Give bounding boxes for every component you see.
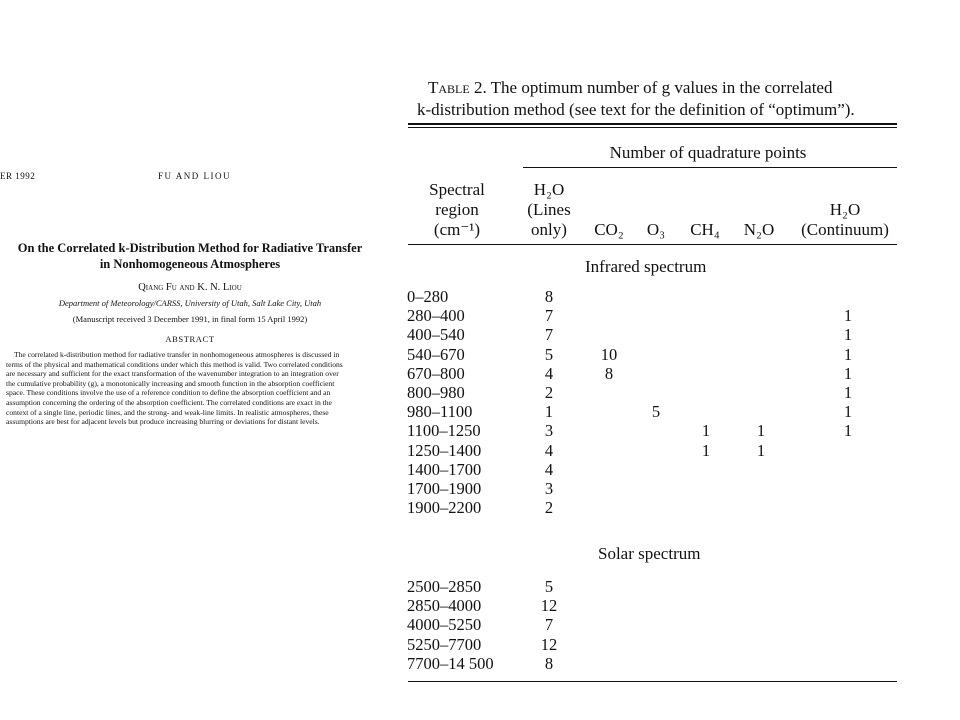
- table-caption-line-1: [428, 78, 832, 98]
- header-spectral-region: [417, 180, 497, 240]
- cell-h2o: 8: [544, 653, 554, 673]
- abstract-line: assumptions are best for adjacent levels but produce increasing blurring or deviations for distant levels.: [6, 417, 320, 427]
- cell-co2: 8: [604, 363, 614, 383]
- cell-spectral-region: 400–540: [407, 325, 465, 345]
- paper-title-line-2: in Nonhomogeneous Atmospheres: [99, 257, 281, 271]
- cell-h2o: 8: [544, 287, 554, 306]
- header-cont-line-2: (Continuum): [801, 220, 889, 239]
- cell-h2o: 12: [540, 596, 558, 616]
- cell-h2o: 4: [544, 440, 554, 460]
- cell-cont: 1: [843, 325, 853, 345]
- infrared-section-label: Infrared spectrum: [585, 257, 707, 276]
- abstract-heading: ABSTRACT: [165, 334, 215, 344]
- cell-h2o: 3: [544, 421, 554, 441]
- cell-h2o: 2: [544, 498, 554, 518]
- table-top-rule: [408, 123, 897, 125]
- cell-spectral-region: 280–400: [407, 306, 465, 326]
- header-co2: CO₂: [594, 220, 624, 239]
- table-caption-label: Table 2.: [428, 78, 487, 97]
- cell-h2o: 7: [544, 615, 554, 635]
- cell-spectral-region: 670–800: [407, 363, 465, 383]
- header-region-line-3: (cm⁻¹): [433, 220, 481, 239]
- header-rule: [408, 244, 897, 245]
- cell-ch4: 1: [701, 440, 711, 460]
- abstract-line: The correlated k-distribution method for radiative transfer in nonhomogeneous atmospheres is discussed in: [14, 350, 340, 359]
- header-h2o-line-3: only): [531, 220, 567, 239]
- cell-n2o: 1: [756, 440, 766, 460]
- cell-h2o: 7: [544, 325, 554, 345]
- cell-spectral-region: 1900–2200: [407, 498, 482, 518]
- paper-affiliation: Department of Meteorology/CARSS, University of Utah, Salt Lake City, Utah: [58, 298, 322, 308]
- cell-cont: 1: [843, 306, 853, 326]
- abstract-line: assumption concerning the ordering of the absorption coefficient. The correlated conditions are exact in the: [6, 398, 332, 407]
- cell-spectral-region: 800–980: [407, 383, 465, 402]
- cell-spectral-region: 4000–5250: [407, 615, 482, 635]
- header-h2o-continuum: [793, 200, 897, 240]
- spanner-rule: [523, 167, 897, 168]
- cell-h2o: 5: [544, 577, 554, 596]
- paper-manuscript-dates: (Manuscript received 3 December 1991, in final form 15 April 1992): [72, 314, 308, 324]
- cell-spectral-region: 540–670: [407, 344, 465, 364]
- header-region-line-2: region: [435, 200, 479, 219]
- abstract-line: context of a single line, periodic lines, and the strong- and weak-line limits. In realistic atmospheres, these: [6, 407, 329, 417]
- header-o3: O₃: [646, 220, 666, 239]
- paper-title-line-1: On the Correlated k-Distribution Method for Radiative Transfer: [17, 241, 363, 255]
- cell-h2o: 1: [544, 402, 554, 422]
- cell-h2o: 5: [544, 344, 554, 364]
- cell-spectral-region: 0–280: [407, 287, 449, 306]
- header-h2o-lines: [517, 180, 581, 240]
- header-n2o: N₂O: [743, 220, 775, 239]
- cell-spectral-region: 2850–4000: [407, 596, 482, 616]
- running-header-date: ER 1992: [0, 171, 36, 181]
- cell-ch4: 1: [701, 421, 711, 441]
- header-region-line-1: Spectral: [429, 180, 485, 199]
- cell-spectral-region: 5250–7700: [407, 634, 482, 654]
- cell-spectral-region: 1250–1400: [407, 440, 482, 460]
- cell-cont: 1: [843, 421, 853, 441]
- table-2: [405, 0, 905, 720]
- abstract-line: the cumulative probability (g), a monotonically increasing and smooth function in the absorption coefficient: [6, 378, 335, 388]
- header-cont-line-1: H₂O: [829, 200, 861, 219]
- cell-cont: 1: [843, 363, 853, 383]
- table-top-rule-thin: [408, 127, 897, 128]
- paper-header-clipping: [0, 0, 390, 720]
- table-caption-text: The optimum number of g values in the correlated: [490, 78, 833, 97]
- header-ch4: CH₄: [690, 220, 720, 239]
- cell-cont: 1: [843, 344, 853, 364]
- table-caption-line-2: k-distribution method (see text for the definition of “optimum”).: [417, 100, 855, 119]
- cell-spectral-region: 2500–2850: [407, 577, 482, 596]
- table-bottom-rule: [408, 681, 897, 682]
- quadrature-spanner-header: Number of quadrature points: [609, 143, 807, 162]
- cell-cont: 1: [843, 383, 853, 402]
- abstract-line: space. These conditions involve the use of a reference condition to define the absorption coefficient and an: [6, 388, 331, 398]
- cell-h2o: 4: [544, 459, 554, 479]
- cell-spectral-region: 7700–14 500: [407, 653, 494, 673]
- abstract-line: are necessary and sufficient for the exact transformation of the wavenumber integration to an integration over: [6, 369, 339, 379]
- cell-h2o: 2: [544, 383, 554, 402]
- cell-h2o: 7: [544, 306, 554, 326]
- header-h2o-line-1: H₂O: [533, 180, 565, 199]
- paper-authors: Qiang Fu and K. N. Liou: [138, 282, 242, 293]
- cell-cont: 1: [843, 402, 853, 422]
- cell-h2o: 12: [540, 634, 558, 654]
- cell-spectral-region: 1400–1700: [407, 459, 482, 479]
- cell-spectral-region: 1100–1250: [407, 421, 481, 441]
- cell-spectral-region: 1700–1900: [407, 479, 482, 498]
- cell-h2o: 3: [544, 479, 554, 498]
- cell-o3: 5: [651, 402, 661, 422]
- header-h2o-line-2: (Lines: [527, 200, 571, 219]
- cell-n2o: 1: [756, 421, 766, 441]
- cell-co2: 10: [600, 344, 618, 364]
- abstract-line: terms of the physical and mathematical conditions under which this method is valid. Two correlated conditions: [6, 359, 343, 369]
- cell-h2o: 4: [544, 363, 554, 383]
- running-header-authors: FU AND LIOU: [158, 171, 232, 181]
- solar-section-label: Solar spectrum: [598, 544, 701, 563]
- cell-spectral-region: 980–1100: [407, 402, 473, 422]
